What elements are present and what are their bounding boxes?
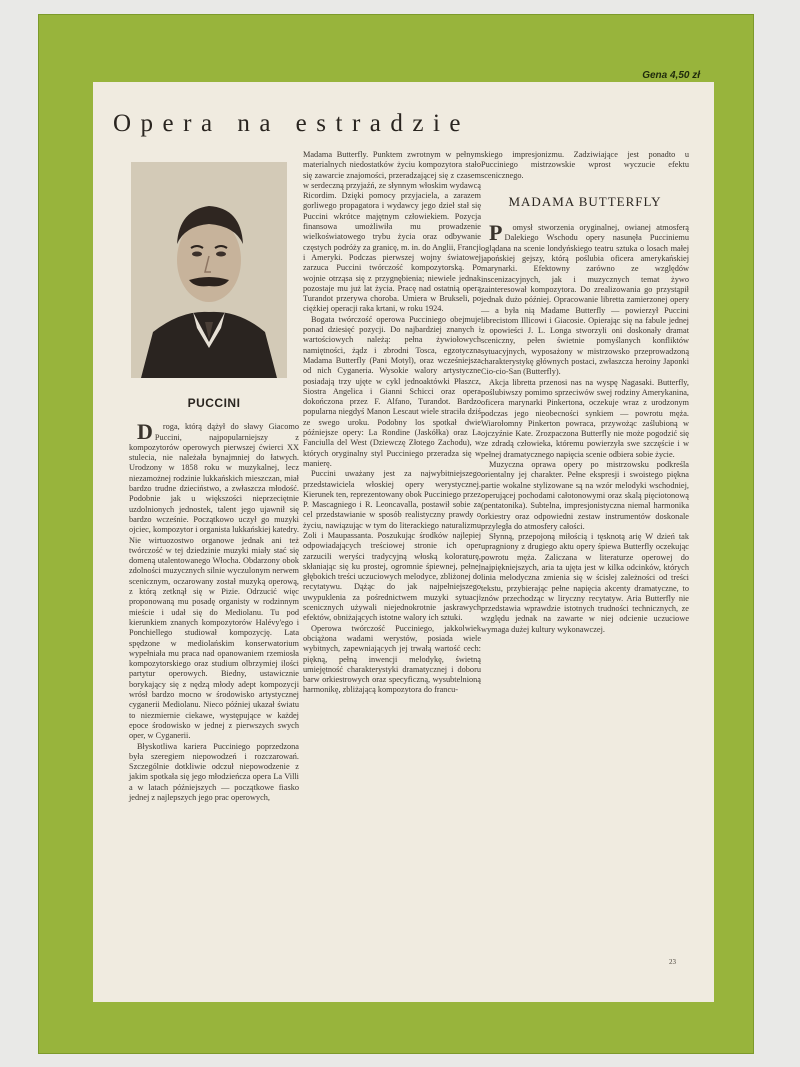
middle-paragraph: Madama Butterfly. Punktem zwrotnym w pełnym materialnych niedostatków życiu kompozytora stało się zawarcie znajomości, przeradzającej się z czasem w serdeczną przyjaźń, ze słynnym włoskim wydawcą Ricordim. Dzięki pomocy przyjaciela, a zarazem gorliwego propagatora i wydawcy jego dzieł stał się Puccini wkrótce majętnym człowiekiem. Pozycja finansowa umożliwiła mu prowadzenie wielkoświatowego trybu życia oraz odbywanie częstych podróży za granicę, m. in. do Anglii, Francji i Ameryki. Podczas pierwszej wojny światowej zarzuca Puccini twórczość kompozytorską. Po wojnie otrząsa się z przygnębienia; niewiele jednak pozostaje mu już lat życia. Pracę nad ostatnią operą Turandot przerywa choroba. Umiera w Brukseli, po ciężkiej operacji raka krtani, w roku 1924.: [303, 150, 481, 314]
page-number: 23: [669, 958, 676, 966]
right-paragraph: Akcja libretta przenosi nas na wyspę Nagasaki. Butterfly, poślubiwszy pomimo sprzeciwów swej rodziny Amerykanina, oficera marynarki Pinkertona, oczekuje wraz z urodzonym podczas jego nieobecności synkiem — powrotu męża. Wiarołomny Pinkerton powraca, przywożąc zaślubioną w ojczyźnie Kate. Zrozpaczona Butterfly nie może pogodzić się ze zdradą człowieka, któremu powierzyła swe szczęście i w pełnej dramatycznego napięcia scenie odbiera sobie życie.: [481, 377, 689, 459]
madama-butterfly-heading: MADAMA BUTTERFLY: [508, 193, 662, 209]
column-puccini: [129, 162, 299, 803]
puccini-paragraph: Droga, którą dążył do sławy Giacomo Puccini, najpopularniejszy z kompozytorów operowych pierwszej ćwierci XX stulecia, nie należała bynajmniej do łatwych. Urodzony w 1858 roku w muzykalnej, lecz niezamożnej rodzinie lukkańskich mieszczan, miał bardzo trudne dzieciństwo, a zwłaszcza młodość. Podobnie jak u większości nieprzeciętnie uzdolnionych jednostek, talent jego ujawnił się bardzo wcześnie. Początkowo uczył go muzyki ojciec, kompozytor i organista lukkańskiej katedry. Nie wirtuozostwo organowe jednak ani też twórczość w tej dziedzinie muzyki miały stać się domeną utalentowanego Włocha. Obdarzony obok zdolności muzycznych silnie wyczulonym nerwem scenicznym, oczarowany został muzyką operową, z którą zetknął się w Pizie. Odrzucić więc proponowaną mu posadę organisty w rodzinnym mieście i udał się do Mediolanu. Tu pod kierunkiem znanych kompozytorów Halévy'ego i Ponchiellego studiował kompozycję. Lata spędzone w mediolańskim konserwatorium wypełniała mu praca nad opanowaniem rzemiosła kompozytorskiego oraz studium olbrzymiej ilości partytur operowych. Biedny, ustawicznie borykający się z nędzą młody adept kompozycji wrósł bardzo mocno w środowisko artystycznej cyganerii Mediolanu. Nieco później ukazał światu to niezmiernie ciekawe, występujące w każdej epoce środowisko w jednej z pierwszych swych oper, w Cyganerii.: [129, 419, 299, 741]
composer-portrait-icon: [131, 162, 287, 378]
right-lead-paragraph: skiego impresjonizmu. Zadziwiające jest ponadto u Pucciniego mistrzowskie wprost wyczucie efektu scenicznego.: [481, 150, 689, 180]
right-paragraph: Muzyczna oprawa opery po mistrzowsku podkreśla orientalny jej charakter. Pełne ekspresji i swoistego piękna partie wokalne stylizowane są na wzór melodyki wschodniej, operującej pochodami całotonowymi oraz skalą pięciotonową (pentatonika). Subtelna, impresjonistyczna niemal harmonika orkiestry oraz odpowiedni zestaw instrumentów doskonale przyległa do atmosfery całości.: [481, 460, 689, 531]
right-paragraph: Pomysł stworzenia oryginalnej, owianej atmosferą Dalekiego Wschodu opery nasunęła Pucciniemu oglądana na scenie londyńskiego teatru sztuka o losach małej japońskiej gejszy, którą poślubia oficera amerykańskiej marynarki. Efektowny zarówno ze względów inscenizacyjnych, jak i muzycznych temat żywo zainteresował kompozytora. Do zrealizowania go przystąpił jednak dużo później. Opracowanie libretta zamierzonej opery — a była nią Madame Butterfly — powierzył Puccini librecistom Illicowi i Giacosie. Opierając się na fabule jednej z opowieści J. L. Longa stworzyli oni doskonały dramat sceniczny, pełen świetnie pomyślanych konfliktów sytuacyjnych, wyposażony w mistrzowsko przeprowadzoną charakterystykę głównych postaci, zwłaszcza heroiny Japonki Cio-cio-San (Butterfly).: [481, 220, 689, 377]
article-title: Opera na estradzie: [113, 110, 470, 137]
middle-paragraph: Bogata twórczość operowa Pucciniego obejmuje ponad dziesięć pozycji. Do najbardziej znanych i wartościowych należą: pełna żywiołowych namiętności, żądz i zbrodni Tosca, egzotyczna Madama Butterfly (Pani Motyl), oraz wcześniejsza od nich Cyganeria. Wysokie walory artystyczne posiadają trzy ujęte w cykl jednoaktówki Płaszcz, Siostra Angelica i Gianni Schicci oraz opera dokończona przez F. Alfano, Turandot. Bardzo popularna niegdyś Manon Lescaut wiele straciła dziś ze swego uroku. Podobny los spotkał dwie późniejsze opery: La Rondine (Jaskółka) oraz La Fanciulla del West (Dziewczę Złotego Zachodu), w których oryginalny styl Pucciniego przeradza się w manierę.: [303, 314, 481, 468]
middle-paragraph: Puccini uważany jest za najwybitniejszego przedstawiciela włoskiej opery werystycznej. Kierunek ten, reprezentowany obok Pucciniego przez P. Mascagniego i R. Leoncavalla, postawił sobie za cel przedstawianie w sposób realistyczny prawdy o życiu, nawiązując w tym do literackiego naturalizmu Zoli i Maupassanta. Poszukując środków najlepiej odpowiadających treściowej stronie ich oper zarzucili weryści tradycyjną włoską koloraturę, skłaniając się ku prostej, ogromnie śpiewnej, pełnej głębokich treści uczuciowych melodyce, zbliżonej do recytatywu. Dążąc do jak najpełniejszego uwypuklenia za pośrednictwem muzyki sytuacji scenicznych używali niejednokrotnie jaskrawych efektów, obniżających istotne walory ich sztuki.: [303, 469, 481, 623]
puccini-heading: PUCCINI: [187, 396, 241, 410]
column-middle: [303, 150, 481, 696]
column-right: [481, 150, 689, 635]
middle-paragraph: Operowa twórczość Pucciniego, jakkolwiek obciążona wadami werystów, posiada wiele wybitnych, zapewniających jej trwałą wartość cech: piękną, pełną inwencji melodykę, świetną umiejętność charakterystyki dramatycznej i doboru barw orkiestrowych oraz specyficzną, wysubtelnioną harmonikę, zbliżającą kompozytora do francu-: [303, 623, 481, 695]
right-paragraph: Słynną, przepojoną miłością i tęsknotą arię W dzień tak upragniony z drugiego aktu opery śpiewa Butterfly oczekując powrotu męża. Zaliczana w literaturze operowej do najpiękniejszych, aria ta ujęta jest w kilka odcinków, których linia melodyczna zmienia się w ścisłej zależności od treści tekstu, przybierając pełne napięcia akcenty dramatyczne, to znów przechodząc w liryczny recytatyw. Aria Butterfly nie przedstawia wprawdzie istotnych trudności technicznych, ze względu jednak na zawarte w niej odcienie uczuciowe wymaga dużej kultury wykonawczej.: [481, 532, 689, 634]
article-page: [93, 82, 714, 1002]
price-label: Gena 4,50 zł: [642, 70, 700, 81]
portrait-image: [131, 162, 287, 378]
puccini-paragraph: Błyskotliwa kariera Pucciniego poprzedzona była szeregiem niepowodzeń i rozczarowań. Szczególnie dotkliwie odczuł niepowodzenie z jakim spotkała się jego młodzieńcza opera La Villi a w latach późniejszych — początkowe fiasko jednej z najlepszych jego prac operowych,: [129, 741, 299, 802]
